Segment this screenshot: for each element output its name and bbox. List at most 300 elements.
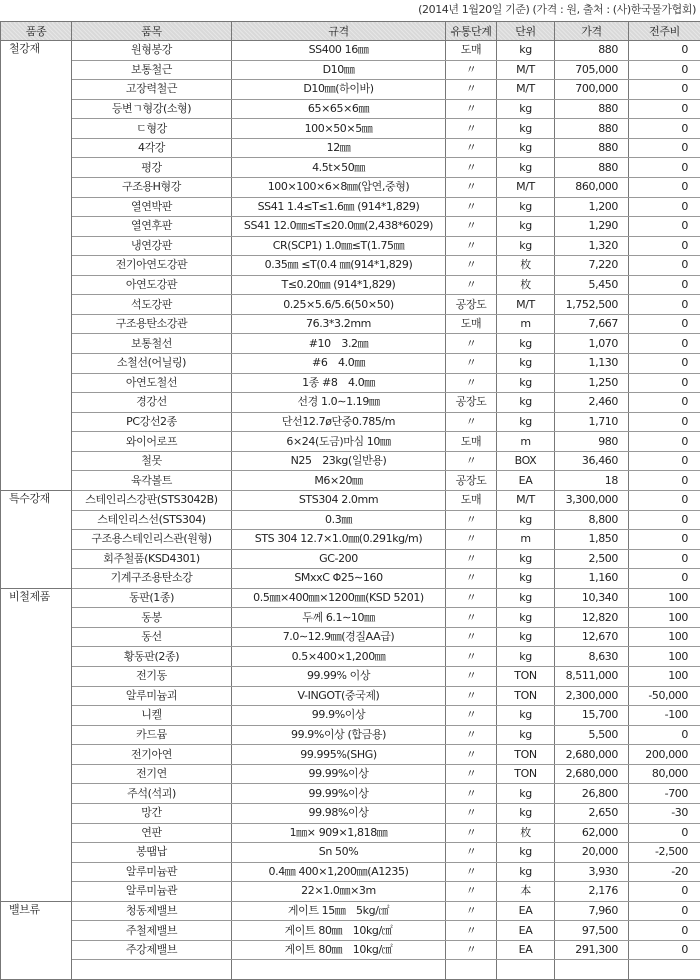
unit-cell: kg: [497, 784, 555, 804]
category-cell: [1, 510, 72, 530]
spec-cell: 0.5×400×1,200㎜: [232, 647, 446, 667]
category-cell: [1, 764, 72, 784]
category-cell: 철강재: [1, 41, 72, 61]
spec-cell: 99.98%이상: [232, 803, 446, 823]
price-cell: 2,650: [555, 803, 629, 823]
unit-cell: kg: [497, 549, 555, 569]
table-row: [1, 158, 700, 178]
spec-cell: 0.25×5.6/5.6(50×50): [232, 295, 446, 315]
item-cell: 청동제밸브: [72, 901, 232, 921]
category-cell: [1, 471, 72, 491]
table-row: [1, 862, 700, 882]
spec-cell: SS400 16㎜: [232, 41, 446, 61]
price-cell: 18: [555, 471, 629, 491]
stage-cell: 〃: [446, 60, 497, 80]
stage-cell: 〃: [446, 803, 497, 823]
price-cell: 2,460: [555, 393, 629, 413]
spec-cell: 6×24(도금)마심 10㎜: [232, 432, 446, 452]
change-cell: 200,000: [629, 745, 700, 765]
price-cell: 291,300: [555, 940, 629, 960]
change-cell: 0: [629, 510, 700, 530]
stage-cell: 〃: [446, 588, 497, 608]
stage-cell: 〃: [446, 823, 497, 843]
category-cell: [1, 647, 72, 667]
table-row: [1, 549, 700, 569]
table-row: [1, 764, 700, 784]
change-cell: 0: [629, 158, 700, 178]
change-cell: 100: [629, 627, 700, 647]
change-cell: 80,000: [629, 764, 700, 784]
stage-cell: 〃: [446, 373, 497, 393]
item-cell: 주석(석괴): [72, 784, 232, 804]
change-cell: 0: [629, 295, 700, 315]
table-row: [1, 784, 700, 804]
table-row: [1, 60, 700, 80]
table-row: [1, 745, 700, 765]
table-row: [1, 725, 700, 745]
table-row: [1, 490, 700, 510]
category-cell: [1, 725, 72, 745]
unit-cell: m: [497, 530, 555, 550]
unit-cell: M/T: [497, 60, 555, 80]
category-cell: [1, 940, 72, 960]
stage-cell: 〃: [446, 158, 497, 178]
change-cell: [629, 960, 700, 980]
spec-cell: 65×65×6㎜: [232, 99, 446, 119]
change-cell: 0: [629, 412, 700, 432]
item-cell: 아연도강판: [72, 275, 232, 295]
price-cell: 26,800: [555, 784, 629, 804]
unit-cell: M/T: [497, 177, 555, 197]
change-cell: 0: [629, 256, 700, 276]
spec-cell: 100×100×6×8㎜(압연,중형): [232, 177, 446, 197]
unit-cell: kg: [497, 803, 555, 823]
change-cell: 0: [629, 80, 700, 100]
stage-cell: 〃: [446, 764, 497, 784]
stage-cell: 공장도: [446, 393, 497, 413]
item-cell: 구조용탄소강관: [72, 314, 232, 334]
table-row: [1, 510, 700, 530]
item-cell: 회주철품(KSD4301): [72, 549, 232, 569]
table-row: [1, 314, 700, 334]
stage-cell: 〃: [446, 549, 497, 569]
table-row: [1, 921, 700, 941]
stage-cell: 도매: [446, 314, 497, 334]
price-cell: 8,511,000: [555, 667, 629, 687]
category-cell: [1, 432, 72, 452]
table-body: [1, 41, 700, 980]
category-cell: [1, 803, 72, 823]
table-row: [1, 354, 700, 374]
header-category: 품종: [1, 22, 72, 41]
spec-cell: Sn 50%: [232, 843, 446, 863]
category-cell: [1, 138, 72, 158]
item-cell: 전기연: [72, 764, 232, 784]
category-cell: [1, 236, 72, 256]
stage-cell: 〃: [446, 510, 497, 530]
item-cell: 구조용스테인리스관(원형): [72, 530, 232, 550]
stage-cell: 〃: [446, 412, 497, 432]
spec-cell: V-INGOT(중국제): [232, 686, 446, 706]
unit-cell: 枚: [497, 275, 555, 295]
header-price: 가격: [555, 22, 629, 41]
change-cell: 100: [629, 588, 700, 608]
table-row: [1, 119, 700, 139]
unit-cell: kg: [497, 843, 555, 863]
table-row: [1, 588, 700, 608]
change-cell: 0: [629, 921, 700, 941]
item-cell: 망간: [72, 803, 232, 823]
item-cell: 기계구조용탄소강: [72, 569, 232, 589]
unit-cell: kg: [497, 862, 555, 882]
price-cell: 7,960: [555, 901, 629, 921]
table-row: [1, 882, 700, 902]
spec-cell: 22×1.0㎜×3m: [232, 882, 446, 902]
table-row: [1, 451, 700, 471]
price-cell: 36,460: [555, 451, 629, 471]
item-cell: 고장력철근: [72, 80, 232, 100]
item-cell: 니켈: [72, 706, 232, 726]
change-cell: 0: [629, 60, 700, 80]
stage-cell: [446, 960, 497, 980]
change-cell: 100: [629, 608, 700, 628]
category-cell: [1, 393, 72, 413]
unit-cell: kg: [497, 393, 555, 413]
unit-cell: kg: [497, 510, 555, 530]
item-cell: 철못: [72, 451, 232, 471]
stage-cell: 〃: [446, 843, 497, 863]
item-cell: 연판: [72, 823, 232, 843]
price-cell: 97,500: [555, 921, 629, 941]
table-row: [1, 256, 700, 276]
stage-cell: 〃: [446, 530, 497, 550]
change-cell: 0: [629, 393, 700, 413]
unit-cell: M/T: [497, 295, 555, 315]
unit-cell: kg: [497, 99, 555, 119]
category-cell: [1, 686, 72, 706]
table-row: [1, 177, 700, 197]
stage-cell: 〃: [446, 119, 497, 139]
table-row: [1, 80, 700, 100]
price-cell: 3,930: [555, 862, 629, 882]
price-cell: 1,850: [555, 530, 629, 550]
spec-cell: 0.5㎜×400㎜×1200㎜(KSD 5201): [232, 588, 446, 608]
stage-cell: 〃: [446, 236, 497, 256]
price-cell: 880: [555, 99, 629, 119]
spec-cell: 99.995%(SHG): [232, 745, 446, 765]
unit-cell: kg: [497, 706, 555, 726]
change-cell: -20: [629, 862, 700, 882]
table-row: [1, 393, 700, 413]
stage-cell: 〃: [446, 99, 497, 119]
stage-cell: 〃: [446, 451, 497, 471]
category-cell: [1, 217, 72, 237]
header-change: 전주비: [629, 22, 700, 41]
spec-cell: 0.35㎜ ≤T(0.4 ㎜(914*1,829): [232, 256, 446, 276]
stage-cell: 〃: [446, 706, 497, 726]
item-cell: 경강선: [72, 393, 232, 413]
stage-cell: 〃: [446, 256, 497, 276]
spec-cell: 0.3㎜: [232, 510, 446, 530]
category-cell: [1, 354, 72, 374]
unit-cell: 枚: [497, 823, 555, 843]
change-cell: 0: [629, 334, 700, 354]
spec-cell: 1㎜× 909×1,818㎜: [232, 823, 446, 843]
price-cell: 62,000: [555, 823, 629, 843]
category-cell: [1, 80, 72, 100]
spec-cell: 99.99% 이상: [232, 667, 446, 687]
category-cell: [1, 569, 72, 589]
change-cell: 0: [629, 354, 700, 374]
stage-cell: 〃: [446, 275, 497, 295]
spec-cell: STS 304 12.7×1.0㎜(0.291kg/m): [232, 530, 446, 550]
unit-cell: kg: [497, 373, 555, 393]
spec-cell: 99.9%이상: [232, 706, 446, 726]
table-row: [1, 686, 700, 706]
unit-cell: kg: [497, 236, 555, 256]
item-cell: ㄷ형강: [72, 119, 232, 139]
table-row: [1, 471, 700, 491]
category-cell: 특수강재: [1, 490, 72, 510]
item-cell: 보통철선: [72, 334, 232, 354]
unit-cell: kg: [497, 569, 555, 589]
spec-cell: 단선12.7ø단중0.785/m: [232, 412, 446, 432]
price-cell: 3,300,000: [555, 490, 629, 510]
unit-cell: TON: [497, 667, 555, 687]
table-row: [1, 569, 700, 589]
spec-cell: 게이트 80㎜ 10kg/㎠: [232, 940, 446, 960]
stage-cell: 〃: [446, 745, 497, 765]
item-cell: 등변ㄱ형강(소형): [72, 99, 232, 119]
category-cell: [1, 60, 72, 80]
spec-cell: [232, 960, 446, 980]
category-cell: [1, 334, 72, 354]
table-row: [1, 334, 700, 354]
item-cell: 스테인리스선(STS304): [72, 510, 232, 530]
price-cell: 5,500: [555, 725, 629, 745]
stage-cell: 〃: [446, 80, 497, 100]
price-cell: 2,680,000: [555, 745, 629, 765]
table-row: [1, 530, 700, 550]
change-cell: 0: [629, 882, 700, 902]
stage-cell: 〃: [446, 862, 497, 882]
table-row: [1, 275, 700, 295]
change-cell: 0: [629, 823, 700, 843]
category-cell: [1, 373, 72, 393]
item-cell: 황동판(2종): [72, 647, 232, 667]
change-cell: 0: [629, 373, 700, 393]
change-cell: -100: [629, 706, 700, 726]
unit-cell: kg: [497, 725, 555, 745]
header-row: [1, 22, 700, 41]
category-cell: [1, 295, 72, 315]
change-cell: 0: [629, 138, 700, 158]
item-cell: 알루미늄괴: [72, 686, 232, 706]
unit-cell: EA: [497, 901, 555, 921]
category-cell: [1, 921, 72, 941]
table-row: [1, 197, 700, 217]
price-cell: 1,160: [555, 569, 629, 589]
spec-cell: T≤0.20㎜ (914*1,829): [232, 275, 446, 295]
item-cell: 스테인리스강판(STS3042B): [72, 490, 232, 510]
unit-cell: EA: [497, 940, 555, 960]
price-cell: 20,000: [555, 843, 629, 863]
spec-cell: #6 4.0㎜: [232, 354, 446, 374]
spec-cell: 99.99%이상: [232, 784, 446, 804]
category-cell: [1, 667, 72, 687]
unit-cell: kg: [497, 647, 555, 667]
spec-cell: SS41 1.4≤T≤1.6㎜ (914*1,829): [232, 197, 446, 217]
table-row: [1, 432, 700, 452]
table-row: [1, 373, 700, 393]
change-cell: 0: [629, 549, 700, 569]
category-cell: [1, 608, 72, 628]
unit-cell: M/T: [497, 80, 555, 100]
spec-cell: 99.9%이상 (합금용): [232, 725, 446, 745]
unit-cell: EA: [497, 471, 555, 491]
stage-cell: 〃: [446, 354, 497, 374]
stage-cell: 〃: [446, 667, 497, 687]
header-spec: 규격: [232, 22, 446, 41]
item-cell: 주강제밸브: [72, 940, 232, 960]
change-cell: 100: [629, 667, 700, 687]
table-row: [1, 940, 700, 960]
table-row: [1, 647, 700, 667]
stage-cell: 도매: [446, 432, 497, 452]
item-cell: 냉연강판: [72, 236, 232, 256]
category-cell: [1, 275, 72, 295]
item-cell: 전기아연도강판: [72, 256, 232, 276]
spec-cell: 99.99%이상: [232, 764, 446, 784]
category-cell: [1, 882, 72, 902]
change-cell: -700: [629, 784, 700, 804]
price-cell: 10,340: [555, 588, 629, 608]
item-cell: 구조용H형강: [72, 177, 232, 197]
unit-cell: m: [497, 432, 555, 452]
category-cell: [1, 256, 72, 276]
price-cell: 860,000: [555, 177, 629, 197]
item-cell: 와이어로프: [72, 432, 232, 452]
spec-cell: SS41 12.0㎜≤T≤20.0㎜(2,438*6029): [232, 217, 446, 237]
item-cell: 육각볼트: [72, 471, 232, 491]
category-cell: [1, 843, 72, 863]
price-cell: 5,450: [555, 275, 629, 295]
spec-cell: 12㎜: [232, 138, 446, 158]
item-cell: 원형봉강: [72, 41, 232, 61]
price-cell: 12,820: [555, 608, 629, 628]
spec-cell: GC-200: [232, 549, 446, 569]
price-cell: 1,320: [555, 236, 629, 256]
category-cell: [1, 745, 72, 765]
item-cell: 동판(1종): [72, 588, 232, 608]
table-row: [1, 803, 700, 823]
price-cell: 8,630: [555, 647, 629, 667]
price-cell: 705,000: [555, 60, 629, 80]
category-cell: [1, 177, 72, 197]
category-cell: [1, 784, 72, 804]
price-cell: 2,500: [555, 549, 629, 569]
spec-cell: 4.5t×50㎜: [232, 158, 446, 178]
category-cell: 밸브류: [1, 901, 72, 921]
price-cell: 1,710: [555, 412, 629, 432]
unit-cell: kg: [497, 334, 555, 354]
change-cell: 0: [629, 471, 700, 491]
source-note: (2014년 1월20일 기준) (가격 : 원, 출처 : (사)한국물가협회): [0, 0, 700, 20]
table-row: [1, 960, 700, 980]
price-cell: 12,670: [555, 627, 629, 647]
spec-cell: 선경 1.0∼1.19㎜: [232, 393, 446, 413]
price-cell: 7,667: [555, 314, 629, 334]
price-cell: 880: [555, 41, 629, 61]
category-cell: [1, 627, 72, 647]
spec-cell: STS304 2.0mm: [232, 490, 446, 510]
unit-cell: kg: [497, 197, 555, 217]
price-table: [0, 21, 700, 980]
unit-cell: kg: [497, 627, 555, 647]
price-cell: 1,200: [555, 197, 629, 217]
table-row: [1, 412, 700, 432]
change-cell: 0: [629, 99, 700, 119]
spec-cell: #10 3.2㎜: [232, 334, 446, 354]
stage-cell: 도매: [446, 490, 497, 510]
table-row: [1, 217, 700, 237]
unit-cell: M/T: [497, 490, 555, 510]
item-cell: 알루미늄판: [72, 862, 232, 882]
header-stage: 유통단계: [446, 22, 497, 41]
table-row: [1, 627, 700, 647]
change-cell: 0: [629, 530, 700, 550]
unit-cell: kg: [497, 41, 555, 61]
unit-cell: kg: [497, 412, 555, 432]
spec-cell: 100×50×5㎜: [232, 119, 446, 139]
stage-cell: 〃: [446, 197, 497, 217]
header-item: 품목: [72, 22, 232, 41]
change-cell: 0: [629, 41, 700, 61]
price-cell: 7,220: [555, 256, 629, 276]
item-cell: 전기아연: [72, 745, 232, 765]
change-cell: -30: [629, 803, 700, 823]
stage-cell: 〃: [446, 647, 497, 667]
stage-cell: 〃: [446, 334, 497, 354]
price-cell: 1,250: [555, 373, 629, 393]
item-cell: 열연후판: [72, 217, 232, 237]
item-cell: [72, 960, 232, 980]
item-cell: 동선: [72, 627, 232, 647]
price-cell: 880: [555, 119, 629, 139]
spec-cell: 76.3*3.2mm: [232, 314, 446, 334]
price-cell: 700,000: [555, 80, 629, 100]
unit-cell: kg: [497, 354, 555, 374]
category-cell: [1, 158, 72, 178]
price-cell: [555, 960, 629, 980]
change-cell: 0: [629, 725, 700, 745]
change-cell: 0: [629, 119, 700, 139]
change-cell: 0: [629, 432, 700, 452]
item-cell: 석도강판: [72, 295, 232, 315]
price-cell: 1,070: [555, 334, 629, 354]
item-cell: 보통철근: [72, 60, 232, 80]
item-cell: 열연박판: [72, 197, 232, 217]
table-row: [1, 236, 700, 256]
category-cell: [1, 451, 72, 471]
item-cell: 4각강: [72, 138, 232, 158]
category-cell: 비철제품: [1, 588, 72, 608]
item-cell: 동봉: [72, 608, 232, 628]
change-cell: 0: [629, 314, 700, 334]
unit-cell: kg: [497, 138, 555, 158]
spec-cell: M6×20㎜: [232, 471, 446, 491]
change-cell: 0: [629, 569, 700, 589]
